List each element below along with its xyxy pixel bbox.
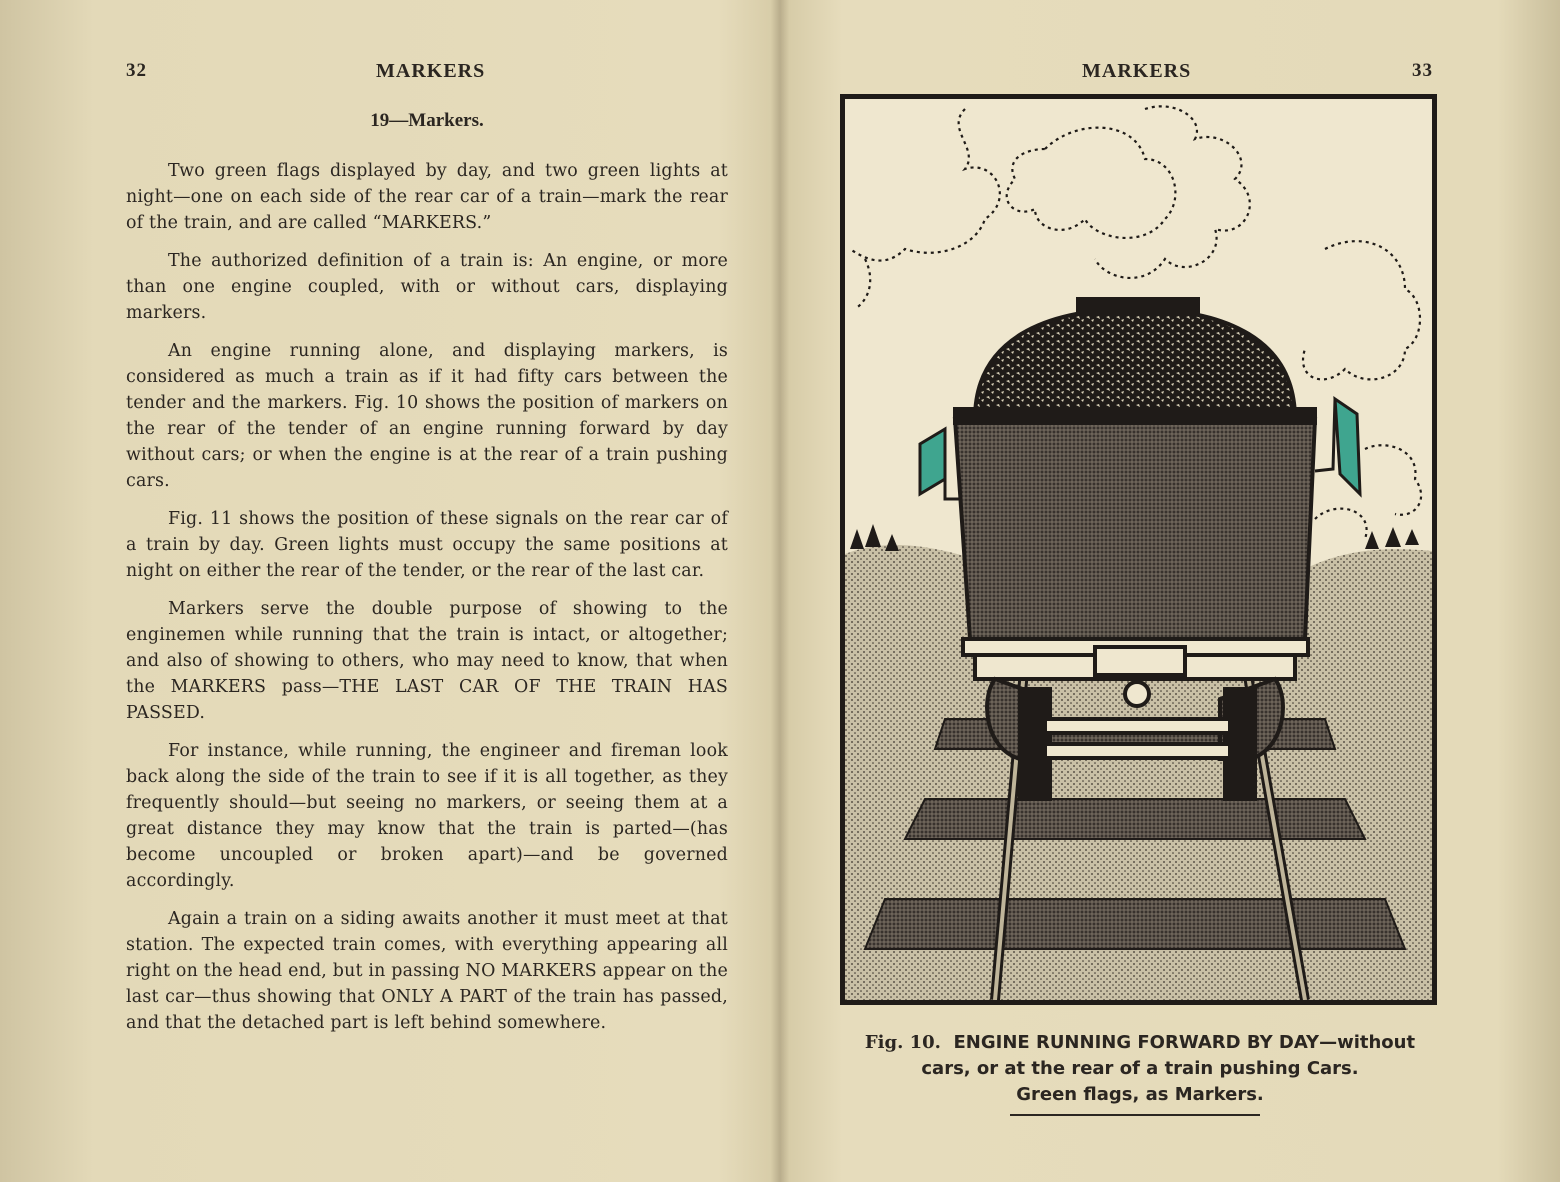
caption-rule: [1010, 1114, 1260, 1116]
right-page-number: 33: [1412, 60, 1433, 81]
left-text-column: [126, 110, 728, 1048]
caption-line-1-text: ENGINE RUNNING FORWARD BY DAY—without: [953, 1032, 1416, 1053]
paragraph: Two green flags displayed by day, and two green lights at night—one on each side of the rear car of a train—mark the rear of the train, and are called “MARKERS.”: [126, 161, 728, 233]
caption-line-1: [830, 1030, 1450, 1056]
figure-10-illustration: [840, 94, 1437, 1005]
figure-caption: [830, 1030, 1450, 1108]
paragraph: For instance, while running, the engineer and fireman look back along the side of the train to see if it is all together, as they frequently should—but seeing no markers, or seeing them at a great distance they may know that the train is parted—(has become uncoupled or broken apart)—and be governed accordingly.: [126, 741, 728, 891]
tender: [955, 299, 1315, 679]
paragraph: Fig. 11 shows the position of these signals on the rear car of a train by day. Green lights must occupy the same positions at night on either the rear of the tender, or the rear of the last car.: [126, 509, 728, 581]
caption-line-2: cars, or at the rear of a train pushing Cars.: [921, 1058, 1359, 1079]
left-page-number: 32: [126, 60, 147, 81]
paragraph: Markers serve the double purpose of showing to the enginemen while running that the train is intact, or altogether; and also of showing to others, who may need to know, that when the MARKERS pass—THE LAST CAR OF THE TRAIN HAS PASSED.: [126, 599, 728, 723]
caption-line-3: Green flags, as Markers.: [1016, 1084, 1264, 1105]
left-running-head: MARKERS: [376, 60, 486, 82]
paragraph: The authorized definition of a train is: An engine, or more than one engine coupled, with or without cars, displaying markers.: [126, 251, 728, 323]
figure-number: Fig. 10.: [864, 1032, 941, 1053]
paragraph: Again a train on a siding awaits another it must meet at that station. The expected train comes, with everything appearing all right on the head end, but in passing NO MARKERS appear on the last car—thus showing that ONLY A PART of the train has passed, and that the detached part is left behind somewhere.: [126, 909, 728, 1033]
right-running-head: MARKERS: [1082, 60, 1192, 82]
paragraph: An engine running alone, and displaying markers, is considered as much a train as if it had fifty cars between the tender and the markers. Fig. 10 shows the position of markers on the rear of the tender of an engine running forward by day without cars; or when the engine is at the rear of a train pushing cars.: [126, 341, 728, 491]
section-title: 19—Markers.: [370, 110, 484, 131]
